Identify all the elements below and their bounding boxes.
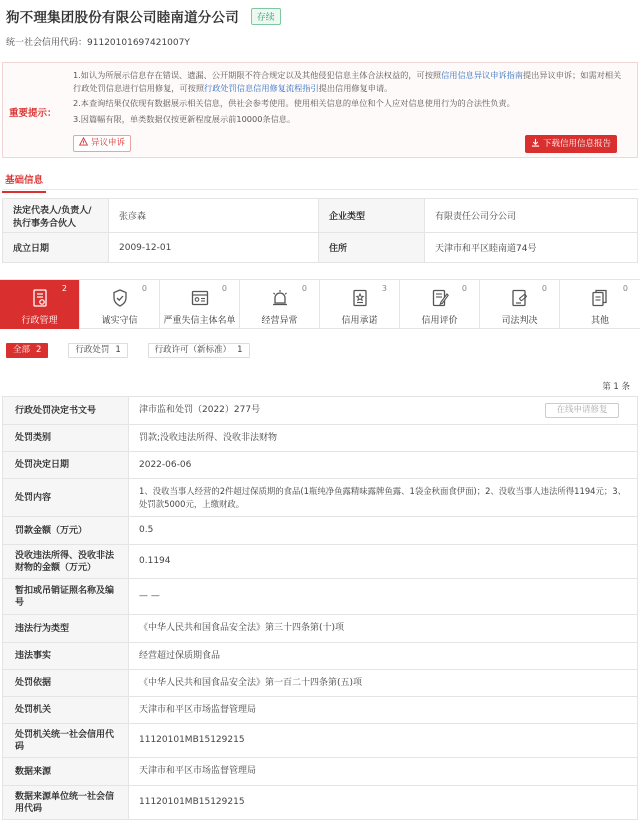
shield-check-icon [110, 288, 130, 308]
filter-admin-license[interactable]: 行政许可（新标准） 1 [148, 343, 250, 358]
detail-value: 《中华人民共和国食品安全法》第三十四条第(十)项 [129, 615, 638, 643]
alarm-light-icon [270, 288, 290, 308]
address-label: 住所 [319, 233, 425, 263]
filter-all[interactable]: 全部 2 [6, 343, 48, 358]
credit-repair-guide-link[interactable]: 行政处罚信息信用修复流程指引 [204, 82, 319, 93]
tab-label: 严重失信主体名单 [163, 316, 236, 326]
status-badge: 存续 [251, 8, 281, 25]
credit-code-line [6, 35, 634, 48]
detail-label: 处罚类别 [3, 425, 129, 452]
detail-value: 《中华人民共和国食品安全法》第一百二十四条第(五)项 [129, 670, 638, 697]
detail-label: 违法行为类型 [3, 615, 129, 643]
apply-repair-button[interactable]: 在线申请修复 [545, 403, 619, 418]
decision-number: 津市监和处罚（2022）277号 [139, 405, 261, 415]
evaluation-icon [430, 288, 450, 308]
detail-value: 天津市和平区市场监督管理局 [129, 758, 638, 786]
promise-doc-icon [350, 288, 370, 308]
detail-value: — — [129, 579, 638, 615]
tab-label: 司法判决 [501, 316, 538, 326]
detail-label: 暂扣或吊销证照名称及编号 [3, 579, 129, 615]
credit-code-label: 统一社会信用代码： [6, 38, 88, 48]
important-notice [2, 62, 638, 158]
detail-label: 违法事实 [3, 643, 129, 670]
detail-value: 天津市和平区市场监督管理局 [129, 697, 638, 724]
detail-label: 处罚依据 [3, 670, 129, 697]
company-header [6, 6, 634, 46]
tab-count: 0 [221, 284, 227, 293]
detail-value: 2022-06-06 [129, 452, 638, 479]
detail-value: 经营超过保质期食品 [129, 643, 638, 670]
tab-label: 行政管理 [21, 316, 58, 326]
tab-count: 0 [141, 284, 147, 293]
tab-blacklist[interactable] [160, 280, 240, 329]
objection-button[interactable] [73, 135, 131, 152]
detail-label: 处罚机关统一社会信用代码 [3, 724, 129, 758]
basic-info-table [2, 198, 638, 263]
warning-icon [79, 137, 88, 146]
tab-count: 0 [622, 284, 628, 293]
tab-count: 3 [381, 284, 387, 293]
download-button-label: 下载信用信息报告 [542, 139, 611, 149]
tab-judicial[interactable] [480, 280, 560, 329]
detail-value: 罚款;没收违法所得、没收非法财物 [129, 425, 638, 452]
basic-info-title: 基础信息 [2, 168, 46, 193]
detail-label: 罚款金额（万元） [3, 517, 129, 545]
record-counter: 第 1 条 [602, 382, 630, 392]
company-type-label: 企业类型 [319, 199, 425, 233]
notice-line-1: 1.如认为所展示信息存在错误、遗漏、公开期限不符合规定以及其他侵犯信息主体合法权益的，可按照信用信息异议申诉指南提出异议申诉；如需对相关行政处罚信息进行信用修复，可按照行政处罚信息信用修复流程指引提出信用修复申请。 [73, 70, 622, 93]
tab-label: 信用评价 [421, 316, 458, 326]
detail-label: 处罚内容 [3, 479, 129, 517]
filter-admin-penalty[interactable]: 行政处罚 1 [68, 343, 127, 358]
legal-rep-value: 张彦森 [109, 199, 319, 233]
tab-label: 经营异常 [261, 316, 298, 326]
tab-business-abnormal[interactable] [240, 280, 320, 329]
tab-admin-management[interactable] [0, 280, 80, 329]
notice-label: 重要提示： [9, 108, 57, 119]
detail-value: 1、没收当事人经营的2件超过保质期的食品(1瓶纯净鱼露精味露牌鱼露、1袋金秋面食伊面)；2、没收当事人违法所得1194元；3、处罚款5000元，上缴财政。 [129, 479, 638, 517]
blacklist-icon [190, 288, 210, 308]
detail-value: 0.5 [129, 517, 638, 545]
detail-label: 处罚决定日期 [3, 452, 129, 479]
detail-label: 数据来源单位统一社会信用代码 [3, 786, 129, 820]
detail-value: 11120101MB15129215 [129, 786, 638, 820]
judgment-icon [510, 288, 530, 308]
tab-label: 信用承诺 [341, 316, 378, 326]
established-label: 成立日期 [3, 233, 109, 263]
detail-value: 11120101MB15129215 [129, 724, 638, 758]
download-icon [531, 138, 540, 147]
tab-label: 其他 [590, 316, 609, 326]
record-filters [6, 343, 267, 359]
notice-line-3: 3.因篇幅有限，单类数据仅按更新程度展示前10000条信息。 [73, 113, 296, 124]
download-report-button[interactable] [525, 135, 617, 153]
tab-count: 0 [301, 284, 307, 293]
legal-rep-label: 法定代表人/负责人/执行事务合伙人 [3, 199, 109, 233]
objection-button-label: 异议申诉 [90, 138, 125, 148]
notice-line-2: 2.本查询结果仅依现有数据展示相关信息，供社会参考使用。使用相关信息的单位和个人应对信息使用行为的合法性负责。 [73, 98, 515, 108]
tab-label: 诚实守信 [101, 316, 138, 326]
tab-count: 2 [61, 284, 67, 293]
detail-label: 数据来源 [3, 758, 129, 786]
detail-value: 0.1194 [129, 545, 638, 579]
tab-other[interactable] [560, 280, 640, 329]
detail-value [129, 397, 638, 425]
penalty-detail-table [2, 396, 638, 820]
address-value: 天津市和平区睦南道74号 [425, 233, 638, 263]
detail-label: 没收违法所得、没收非法财物的金额（万元） [3, 545, 129, 579]
credit-code-value: 91120101697421007Y [87, 38, 190, 48]
company-type-value: 有限责任公司分公司 [425, 199, 638, 233]
detail-label: 处罚机关 [3, 697, 129, 724]
tab-count: 0 [541, 284, 547, 293]
tab-credit-commitment[interactable] [320, 280, 400, 329]
category-tabs [0, 279, 640, 329]
other-docs-icon [590, 288, 610, 308]
tab-count: 0 [461, 284, 467, 293]
tab-credit-evaluation[interactable] [400, 280, 480, 329]
tab-honesty[interactable] [80, 280, 160, 329]
objection-guide-link[interactable]: 信用信息异议申诉指南 [441, 70, 523, 80]
basic-info-header [2, 168, 638, 190]
admin-doc-icon [30, 288, 50, 308]
company-name: 狗不理集团股份有限公司睦南道分公司 [6, 10, 239, 26]
established-value: 2009-12-01 [109, 233, 319, 263]
detail-label: 行政处罚决定书文号 [3, 397, 129, 425]
